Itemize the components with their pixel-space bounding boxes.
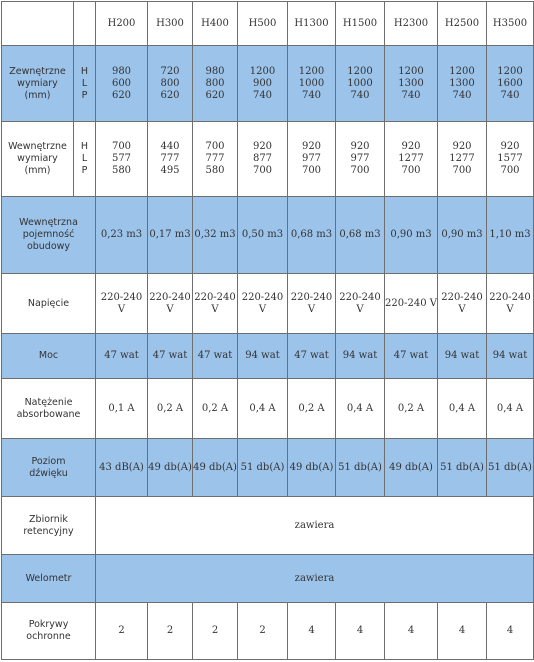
row-label: Wewnętrzna pojemność obudowy: [2, 197, 96, 274]
power-cell: 47 wat: [385, 334, 438, 379]
current-cell: 0,1 A: [96, 379, 148, 439]
dimension-cell: 1200 1300 740: [385, 46, 438, 122]
covers-cell: 4: [438, 603, 487, 660]
power-cell: 94 wat: [336, 334, 385, 379]
model-header: H1300: [288, 2, 336, 46]
dimension-cell: 920 877 700: [238, 122, 288, 197]
dimension-cell: 980 800 620: [193, 46, 238, 122]
power-row: [2, 334, 534, 379]
empty-header-cell: [74, 2, 96, 46]
voltage-cell: 220-240 V: [288, 274, 336, 334]
noise-row: [2, 439, 534, 497]
power-cell: 47 wat: [288, 334, 336, 379]
covers-cell: 4: [385, 603, 438, 660]
dimension-cell: 1200 1300 740: [438, 46, 487, 122]
voltage-cell: 220-240 V: [385, 274, 438, 334]
hygrometer-value: zawiera: [96, 555, 534, 603]
dimension-cell: 1200 1000 740: [288, 46, 336, 122]
current-cell: 0,4 A: [238, 379, 288, 439]
current-cell: 0,4 A: [336, 379, 385, 439]
noise-cell: 51 db(A): [336, 439, 385, 497]
covers-cell: 2: [96, 603, 148, 660]
voltage-cell: 220-240 V: [96, 274, 148, 334]
capacity-cell: 0,68 m3: [288, 197, 336, 274]
model-header: H200: [96, 2, 148, 46]
noise-cell: 43 dB(A): [96, 439, 148, 497]
current-cell: 0,2 A: [288, 379, 336, 439]
noise-cell: 49 db(A): [193, 439, 238, 497]
power-cell: 94 wat: [438, 334, 487, 379]
capacity-cell: 0,90 m3: [385, 197, 438, 274]
model-header: H1500: [336, 2, 385, 46]
internal-dimensions-row: [2, 122, 534, 197]
capacity-cell: 0,32 m3: [193, 197, 238, 274]
covers-cell: 4: [487, 603, 534, 660]
voltage-cell: 220-240 V: [148, 274, 193, 334]
voltage-row: [2, 274, 534, 334]
empty-header-cell: [2, 2, 74, 46]
dimension-cell: 920 1277 700: [438, 122, 487, 197]
power-cell: 94 wat: [238, 334, 288, 379]
model-header: H500: [238, 2, 288, 46]
dimension-cell: 1200 1000 740: [336, 46, 385, 122]
dimension-cell: 700 777 580: [193, 122, 238, 197]
row-label: Zewnętrzne wymiary (mm): [2, 46, 74, 122]
dimension-cell: 720 800 620: [148, 46, 193, 122]
row-label: Poziom dźwięku: [2, 439, 96, 497]
model-header: H2500: [438, 2, 487, 46]
dimension-cell: 920 977 700: [336, 122, 385, 197]
header-row: [2, 2, 534, 46]
covers-cell: 2: [193, 603, 238, 660]
tank-value: zawiera: [96, 497, 534, 555]
noise-cell: 49 db(A): [385, 439, 438, 497]
dimension-cell: 440 777 495: [148, 122, 193, 197]
capacity-cell: 0,23 m3: [96, 197, 148, 274]
noise-cell: 51 db(A): [487, 439, 534, 497]
model-header: H3500: [487, 2, 534, 46]
covers-cell: 2: [148, 603, 193, 660]
dimension-letters: H L P: [74, 46, 96, 122]
capacity-cell: 0,50 m3: [238, 197, 288, 274]
dimension-cell: 1200 900 740: [238, 46, 288, 122]
capacity-row: [2, 197, 534, 274]
current-cell: 0,2 A: [193, 379, 238, 439]
row-label: Natężenie absorbowane: [2, 379, 96, 439]
noise-cell: 51 db(A): [438, 439, 487, 497]
current-cell: 0,4 A: [438, 379, 487, 439]
voltage-cell: 220-240 V: [438, 274, 487, 334]
power-cell: 47 wat: [96, 334, 148, 379]
dimension-cell: 920 1577 700: [487, 122, 534, 197]
power-cell: 94 wat: [487, 334, 534, 379]
row-label: Pokrywy ochronne: [2, 603, 96, 660]
dimension-cell: 980 600 620: [96, 46, 148, 122]
noise-cell: 49 db(A): [148, 439, 193, 497]
specification-table: [1, 1, 534, 660]
model-header: H2300: [385, 2, 438, 46]
current-cell: 0,2 A: [148, 379, 193, 439]
dimension-cell: 1200 1600 740: [487, 46, 534, 122]
voltage-cell: 220-240 V: [336, 274, 385, 334]
noise-cell: 49 db(A): [288, 439, 336, 497]
row-label: Welometr: [2, 555, 96, 603]
current-cell: 0,2 A: [385, 379, 438, 439]
model-header: H300: [148, 2, 193, 46]
voltage-cell: 220-240 V: [193, 274, 238, 334]
dimension-letters: H L P: [74, 122, 96, 197]
dimension-cell: 700 577 580: [96, 122, 148, 197]
noise-cell: 51 db(A): [238, 439, 288, 497]
power-cell: 47 wat: [148, 334, 193, 379]
covers-cell: 4: [288, 603, 336, 660]
dimension-cell: 920 1277 700: [385, 122, 438, 197]
current-row: [2, 379, 534, 439]
tank-row: [2, 497, 534, 555]
capacity-cell: 0,17 m3: [148, 197, 193, 274]
capacity-cell: 1,10 m3: [487, 197, 534, 274]
row-label: Moc: [2, 334, 96, 379]
capacity-cell: 0,90 m3: [438, 197, 487, 274]
row-label: Wewnętrzne wymiary (mm): [2, 122, 74, 197]
dimension-cell: 920 977 700: [288, 122, 336, 197]
row-label: Zbiornik retencyjny: [2, 497, 96, 555]
external-dimensions-row: [2, 46, 534, 122]
voltage-cell: 220-240 V: [238, 274, 288, 334]
row-label: Napięcie: [2, 274, 96, 334]
current-cell: 0,4 A: [487, 379, 534, 439]
covers-cell: 2: [238, 603, 288, 660]
hygrometer-row: [2, 555, 534, 603]
power-cell: 47 wat: [193, 334, 238, 379]
covers-row: [2, 603, 534, 660]
covers-cell: 4: [336, 603, 385, 660]
capacity-cell: 0,68 m3: [336, 197, 385, 274]
model-header: H400: [193, 2, 238, 46]
voltage-cell: 220-240 V: [487, 274, 534, 334]
